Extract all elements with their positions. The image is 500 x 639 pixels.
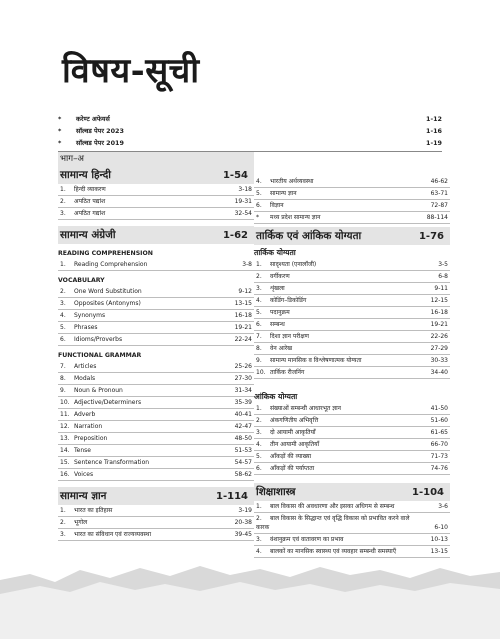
item-number: 9.: [60, 387, 66, 394]
section-title: सामान्य ज्ञान: [60, 490, 107, 502]
list-item: [58, 361, 254, 373]
item-number: 1.: [60, 186, 66, 193]
intro-item-pages: 1-12: [426, 115, 442, 123]
item-pages: 19-21: [430, 321, 448, 328]
item-number: 8.: [60, 375, 66, 382]
item-number: 3.: [60, 210, 66, 217]
item-number: 11.: [60, 411, 70, 418]
item-number: 9.: [256, 357, 262, 364]
intro-item: [58, 125, 442, 137]
list-item: [58, 385, 254, 397]
item-number: 4.: [60, 312, 66, 319]
list-item: [58, 373, 254, 385]
item-title: 4. कोडिंग–डिकोडिंग: [256, 297, 307, 304]
item-title: 4. तीन आयामी आकृतियाँ: [256, 441, 320, 448]
section-reasoning-heading: [254, 227, 450, 245]
mountain-footer-graphic: [0, 560, 500, 639]
item-number: 2.: [256, 515, 262, 522]
item-pages: 74-76: [430, 465, 448, 472]
item-pages: 20-38: [234, 519, 252, 526]
item-pages: 51-53: [234, 447, 252, 454]
item-number: 14.: [60, 447, 70, 454]
item-title: 8. वेन आरेख: [256, 345, 293, 352]
item-number: 6.: [256, 465, 262, 472]
item-pages: 27-29: [430, 345, 448, 352]
item-number: 13.: [60, 435, 70, 442]
item-title: 3. अपठित गद्यांश: [60, 210, 106, 217]
item-title: 16. Voices: [60, 471, 94, 478]
item-title: 1. भारत का इतिहास: [60, 507, 113, 514]
item-title: 5. Phrases: [60, 324, 98, 331]
item-pages: 25-26: [234, 363, 252, 370]
list-item: [254, 295, 450, 307]
list-item: [58, 196, 254, 208]
item-pages: 88-114: [426, 214, 448, 221]
intro-item-title: * सॉल्वड पेपर 2019: [58, 139, 124, 147]
item-title: * मध्य प्रदेश सामान्य ज्ञान: [256, 214, 321, 221]
list-item: [254, 534, 450, 546]
item-number: 1.: [256, 405, 262, 412]
item-title: 10. तार्किक रीजनिंग: [256, 369, 305, 376]
gk-continued-list: [254, 176, 450, 224]
item-number: 2.: [60, 198, 66, 205]
item-number: 3.: [256, 285, 262, 292]
section-english-heading: [58, 226, 254, 244]
item-pages: 3-19: [238, 507, 252, 514]
item-pages: 6-10: [434, 524, 448, 531]
pedagogy-list: [254, 501, 450, 558]
item-title: 6. आँकड़ों की पर्याप्तता: [256, 465, 315, 472]
list-item: [254, 355, 450, 367]
list-item: [58, 517, 254, 529]
item-title: 15. Sentence Transformation: [60, 459, 150, 466]
item-pages: 3-5: [438, 261, 448, 268]
section-gk-heading: [58, 487, 254, 505]
list-item: [58, 421, 254, 433]
bullet-icon: *: [58, 139, 62, 147]
page-title: विषय-सूची: [62, 51, 200, 91]
item-pages: 13-15: [234, 300, 252, 307]
item-pages: 66-70: [430, 441, 448, 448]
hindi-list: [58, 184, 254, 220]
subsection-heading: VOCABULARY: [58, 277, 105, 284]
item-pages: 10-13: [430, 536, 448, 543]
intro-item-pages: 1-16: [426, 127, 442, 135]
item-title: 1. संख्याओं सम्बन्धी आधारभूत ज्ञान: [256, 405, 341, 412]
item-title: 9. Noun & Pronoun: [60, 387, 123, 394]
item-number: 5.: [256, 309, 262, 316]
item-title: 2. अंकगणितीय अभिवृत्ति: [256, 417, 319, 424]
item-title: 3. शृंखला: [256, 285, 285, 292]
list-item: [58, 457, 254, 469]
section-title: शिक्षाशास्त्र: [256, 486, 296, 498]
item-number: 1.: [256, 261, 262, 268]
item-title: 5. सामान्य ज्ञान: [256, 190, 297, 197]
list-item: [58, 505, 254, 517]
item-number: 1.: [60, 261, 66, 268]
section-title: सामान्य हिन्दी: [60, 169, 111, 181]
list-item: [254, 271, 450, 283]
item-number: 4.: [256, 548, 262, 555]
item-pages: 19-31: [234, 198, 252, 205]
item-pages: 54-57: [234, 459, 252, 466]
part-heading: भाग–अ: [58, 152, 254, 166]
item-pages: 41-50: [430, 405, 448, 412]
item-title: 3. दो आयामी आकृतियाँ: [256, 429, 316, 436]
item-pages: 16-18: [430, 309, 448, 316]
list-item: [254, 463, 450, 475]
item-pages: 32-54: [234, 210, 252, 217]
item-number: 3.: [60, 531, 66, 538]
section-pages: 1-76: [418, 230, 444, 242]
item-title: 9. सामान्य मानसिक व विश्लेषणात्मक योग्यता: [256, 357, 362, 364]
intro-item-title: * सॉल्वड पेपर 2023: [58, 127, 124, 135]
item-number: 6.: [60, 336, 66, 343]
item-pages: 63-71: [430, 190, 448, 197]
list-item: [254, 501, 450, 513]
list-item: [58, 286, 254, 298]
list-item: [254, 319, 450, 331]
item-pages: 22-26: [430, 333, 448, 340]
item-pages: 9-12: [238, 288, 252, 295]
list-item: [254, 451, 450, 463]
item-title: 5. आँकड़ों की व्याख्या: [256, 453, 312, 460]
section-pages: 1-104: [412, 486, 444, 498]
gk-list: [58, 505, 254, 541]
item-title: 12. Narration: [60, 423, 103, 430]
grammar-list: [58, 361, 254, 481]
list-item: [58, 259, 254, 271]
intro-item-pages: 1-19: [426, 139, 442, 147]
item-number: 4.: [256, 178, 262, 185]
item-number: 10.: [256, 369, 266, 376]
item-title: 2. One Word Substitution: [60, 288, 142, 295]
list-item: [58, 445, 254, 457]
list-item: [254, 212, 450, 224]
item-pages: 12-15: [430, 297, 448, 304]
item-title: 7. दिशा ज्ञान परीक्षण: [256, 333, 309, 340]
list-item: [254, 259, 450, 271]
item-number: 12.: [60, 423, 70, 430]
subsection-heading: तार्किक योग्यता: [254, 248, 296, 257]
item-title: 3. भारत का संविधान एवं राज्यव्यवस्था: [60, 531, 152, 538]
list-item: [58, 184, 254, 196]
list-item: [254, 427, 450, 439]
item-pages: 27-30: [234, 375, 252, 382]
item-pages: 58-62: [234, 471, 252, 478]
list-item: [58, 310, 254, 322]
item-number: 3.: [256, 429, 262, 436]
item-title: 2. बाल विकास के सिद्धान्त एवं वृद्धि विकास को प्रभावित करने वाले कारक: [256, 515, 410, 531]
list-item: [254, 176, 450, 188]
item-title: 2. अपठित पद्यांश: [60, 198, 106, 205]
list-item: [58, 298, 254, 310]
section-title: सामान्य अंग्रेजी: [60, 229, 116, 241]
bullet-icon: *: [58, 115, 62, 123]
bullet-icon: *: [58, 127, 62, 135]
item-pages: 3-8: [242, 261, 252, 268]
intro-list: [58, 113, 442, 152]
item-title: 1. बाल विकास की अवधारणा और इसका अधिगम से सम्बन्ध: [256, 503, 395, 510]
left-column: [58, 152, 254, 541]
list-item: [58, 334, 254, 346]
item-number: 5.: [60, 324, 66, 331]
list-item: [58, 397, 254, 409]
item-title: 2. वर्गीकरण: [256, 273, 290, 280]
item-pages: 48-50: [234, 435, 252, 442]
item-title: 10. Adjective/Determiners: [60, 399, 142, 406]
item-number: 4.: [256, 297, 262, 304]
list-item: [58, 469, 254, 481]
item-number: 2.: [60, 288, 66, 295]
item-pages: 22-24: [234, 336, 252, 343]
item-pages: 16-18: [234, 312, 252, 319]
item-number: 7.: [60, 363, 66, 370]
item-title: 8. Modals: [60, 375, 96, 382]
item-number: 5.: [256, 190, 262, 197]
reading-list: [58, 259, 254, 271]
vocab-list: [58, 286, 254, 346]
item-pages: 3-6: [438, 503, 448, 510]
item-title: 1. Reading Comprehension: [60, 261, 148, 268]
list-item: [254, 307, 450, 319]
list-item: [58, 208, 254, 220]
item-title: 4. बालकों का मानसिक स्वास्थ्य एवं व्यवहार सम्बन्धी समस्याएँ: [256, 548, 397, 555]
item-pages: 13-15: [430, 548, 448, 555]
item-title: 6. Idioms/Proverbs: [60, 336, 123, 343]
item-pages: 51-60: [430, 417, 448, 424]
item-number: 4.: [256, 441, 262, 448]
list-item: [58, 433, 254, 445]
list-item: [254, 439, 450, 451]
item-title: 3. Opposites (Antonyms): [60, 300, 141, 307]
item-pages: 30-33: [430, 357, 448, 364]
list-item: [58, 529, 254, 541]
item-title: 2. भूगोल: [60, 519, 88, 526]
item-number: 6.: [256, 202, 262, 209]
item-number: 5.: [256, 453, 262, 460]
item-pages: 46-62: [430, 178, 448, 185]
item-number: 2.: [256, 417, 262, 424]
item-pages: 71-73: [430, 453, 448, 460]
item-pages: 31-34: [234, 387, 252, 394]
item-number: 2.: [256, 273, 262, 280]
item-pages: 35-39: [234, 399, 252, 406]
item-title: 1. हिन्दी व्याकरण: [60, 186, 106, 193]
section-pages: 1-54: [222, 169, 248, 181]
list-item: [254, 513, 450, 534]
list-item: [254, 343, 450, 355]
item-title: 6. सम्बन्ध: [256, 321, 285, 328]
item-number: 1.: [60, 507, 66, 514]
item-pages: 61-65: [430, 429, 448, 436]
item-title: 14. Tense: [60, 447, 91, 454]
list-item: [254, 546, 450, 558]
ankik-list: [254, 403, 450, 475]
item-pages: 19-21: [234, 324, 252, 331]
list-item: [254, 200, 450, 212]
item-title: 5. पदानुक्रम: [256, 309, 290, 316]
item-pages: 40-41: [234, 411, 252, 418]
section-pages: 1-62: [222, 229, 248, 241]
item-pages: 6-8: [438, 273, 448, 280]
item-pages: 42-47: [234, 423, 252, 430]
item-number: 15.: [60, 459, 70, 466]
item-pages: 72-87: [430, 202, 448, 209]
item-pages: 34-40: [430, 369, 448, 376]
item-pages: 9-11: [434, 285, 448, 292]
item-number: 7.: [256, 333, 262, 340]
subsection-heading: FUNCTIONAL GRAMMAR: [58, 352, 142, 359]
list-item: [254, 415, 450, 427]
tarkik-list: [254, 259, 450, 379]
item-title: 7. Articles: [60, 363, 97, 370]
item-pages: 3-18: [238, 186, 252, 193]
section-pages: 1-114: [216, 490, 248, 502]
item-number: 16.: [60, 471, 70, 478]
item-title: 13. Preposition: [60, 435, 108, 442]
item-number: *: [256, 214, 259, 221]
intro-item: [58, 113, 442, 125]
section-pedagogy-heading: [254, 483, 450, 501]
item-title: 4. Synonyms: [60, 312, 106, 319]
item-title: 3. वंशानुक्रम एवं वातावरण का प्रभाव: [256, 536, 344, 543]
right-column: [254, 176, 450, 558]
list-item: [254, 331, 450, 343]
item-title: 11. Adverb: [60, 411, 96, 418]
item-title: 1. सादृश्यता (एनालॉजी): [256, 261, 317, 268]
item-pages: 39-45: [234, 531, 252, 538]
list-item: [254, 367, 450, 379]
item-title: 4. भारतीय अर्थव्यवस्था: [256, 178, 314, 185]
subsection-heading: आंकिक योग्यता: [254, 392, 298, 401]
list-item: [58, 409, 254, 421]
intro-item: [58, 137, 442, 149]
item-number: 10.: [60, 399, 70, 406]
item-number: 3.: [256, 536, 262, 543]
item-number: 6.: [256, 321, 262, 328]
item-number: 8.: [256, 345, 262, 352]
subsection-heading: READING COMPREHENSION: [58, 250, 153, 257]
list-item: [254, 188, 450, 200]
intro-item-title: * करेण्ट अफेयर्स: [58, 115, 110, 123]
item-title: 6. विज्ञान: [256, 202, 284, 209]
section-hindi-heading: [58, 166, 254, 184]
list-item: [254, 283, 450, 295]
item-number: 1.: [256, 503, 262, 510]
section-title: तार्किक एवं आंकिक योग्यता: [256, 230, 362, 242]
item-number: 2.: [60, 519, 66, 526]
item-number: 3.: [60, 300, 66, 307]
list-item: [58, 322, 254, 334]
list-item: [254, 403, 450, 415]
